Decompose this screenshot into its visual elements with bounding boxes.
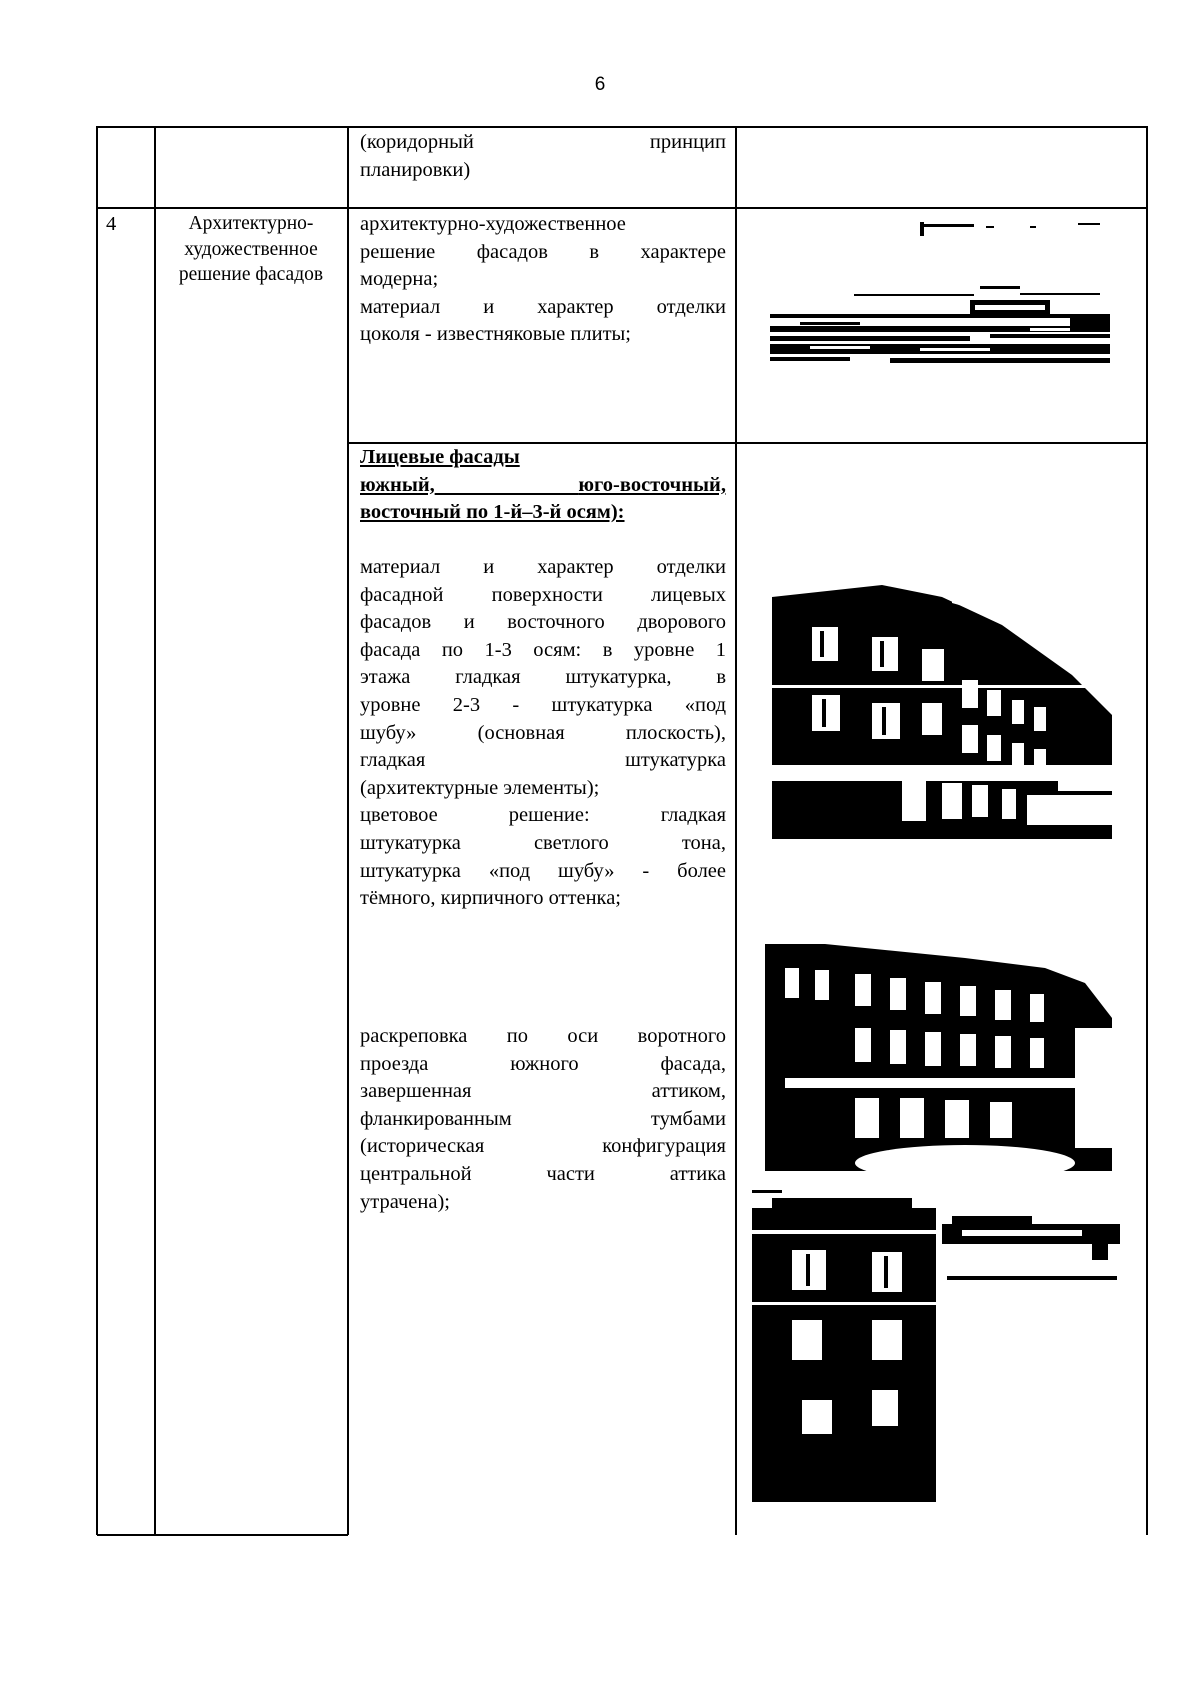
paragraph-word: фасадной — [360, 583, 444, 606]
paragraph-word: аттиком, — [651, 1080, 726, 1103]
paragraph-line — [360, 720, 726, 748]
paragraph-word: и — [483, 556, 495, 578]
paragraph-line — [360, 637, 726, 665]
paragraph-word: раскреповка — [360, 1025, 468, 1047]
paragraph-word: фасадов — [360, 611, 432, 634]
desc-line-1: архитектурно-художественное — [360, 213, 626, 235]
paragraph-word: «под — [684, 694, 727, 716]
paragraph-word: (основная — [477, 721, 565, 744]
paragraph-word: воротного — [637, 1025, 727, 1047]
paragraph-word: гладкая — [360, 749, 426, 772]
paragraph-word: тумбами — [650, 1107, 726, 1130]
paragraph-word: штукатурка, — [565, 666, 672, 689]
desc-word: и — [483, 295, 495, 318]
paragraph-word: аттика — [669, 1163, 726, 1185]
paragraph-word: по — [441, 638, 464, 661]
paragraph-word: более — [677, 859, 726, 882]
paragraph-word: плоскость), — [625, 721, 727, 744]
paragraph-word: по — [506, 1025, 529, 1047]
paragraph-word: восточного — [507, 611, 605, 634]
desc-line-3: модерна; — [360, 268, 439, 291]
paragraph-line — [360, 802, 726, 830]
paragraph-word: тона, — [681, 832, 726, 854]
paragraph-word: шубу» — [360, 721, 417, 744]
paragraph-word: этажа — [360, 666, 411, 689]
facades-heading-line-3: восточный по 1-й–3-й осям): — [360, 501, 625, 524]
continued-text-line-2: планировки) — [360, 159, 471, 181]
paragraph-line — [360, 554, 726, 582]
paragraph-word: материал — [360, 556, 441, 578]
paragraph-word: проезда — [360, 1052, 429, 1075]
paragraph-line: (архитектурные элементы); — [360, 776, 600, 799]
paragraph-word: штукатурка — [551, 694, 653, 716]
paragraph-line — [360, 609, 726, 637]
desc-word: материал — [360, 295, 441, 318]
desc-word: фасадов — [476, 240, 548, 263]
desc-line-5: цоколя - известняковые плиты; — [360, 323, 631, 346]
building-corner-photo — [772, 585, 1112, 839]
paragraph-word: в — [716, 666, 727, 689]
paragraph-word: - — [512, 694, 520, 716]
paragraph-line: тёмного, кирпичного оттенка; — [360, 887, 621, 910]
paragraph-line — [360, 1023, 726, 1051]
paragraph-line: утрачена); — [360, 1190, 450, 1213]
building-street-photo — [765, 938, 1112, 1171]
paragraph-word: решение: — [508, 804, 590, 827]
paragraph-word: цветовое — [360, 804, 438, 827]
paragraph-word: уровне — [360, 694, 421, 716]
paragraph-word: конфигурация — [602, 1135, 726, 1158]
paragraph-word: 1-3 — [484, 638, 512, 661]
continued-text-line-1 — [360, 129, 726, 157]
plinth-photo — [770, 218, 1110, 370]
paragraph-word: фасада, — [660, 1052, 726, 1075]
paragraph-word: в — [602, 638, 613, 661]
desc-line-4 — [360, 294, 726, 322]
paragraph-word: дворового — [637, 611, 726, 634]
paragraph-word: «под — [488, 859, 531, 882]
paragraph-word: (историческая — [360, 1135, 485, 1158]
row-title-line-1: Архитектурно- — [188, 213, 314, 234]
paragraph-word: уровне — [633, 638, 695, 661]
paragraph-word: завершенная — [360, 1080, 472, 1103]
paragraph-line — [360, 1078, 726, 1106]
paragraph-word: шубу» — [558, 859, 615, 882]
attic-collage-photo — [752, 1190, 1120, 1502]
paragraph-word: гладкая — [660, 804, 727, 827]
row-title-line-2: художественное — [184, 238, 318, 260]
desc-word: в — [589, 240, 600, 263]
desc-word: характере — [640, 240, 727, 263]
paragraph-word: светлого — [533, 832, 609, 854]
heading-word: юго-восточный, — [578, 473, 726, 496]
desc-line-2 — [360, 239, 726, 267]
paragraph-word: характер — [537, 556, 614, 578]
paragraph-line — [360, 830, 726, 858]
paragraph-word: осям: — [533, 638, 582, 661]
heading-word: южный, — [360, 473, 435, 496]
desc-word: характер — [537, 295, 614, 318]
paragraph-line — [360, 1133, 726, 1161]
paragraph-line — [360, 1106, 726, 1134]
paragraph-word: штукатурка — [360, 859, 461, 882]
paragraph-word: - — [642, 859, 650, 882]
paragraph-line — [360, 858, 726, 886]
paragraph-word: отделки — [656, 556, 727, 578]
paragraph-line — [360, 1051, 726, 1079]
paragraph-word: фасада — [360, 638, 421, 661]
desc-word: отделки — [656, 295, 727, 318]
paragraph-word: штукатурка — [360, 832, 461, 854]
paragraph-word: 2-3 — [452, 694, 481, 716]
row-number: 4 — [106, 213, 117, 235]
page-number: 6 — [594, 74, 606, 95]
paragraph-line — [360, 692, 726, 720]
facades-heading-line-1: Лицевые фасады — [360, 446, 520, 468]
row-title-line-3: решение фасадов — [178, 264, 324, 285]
paragraph-word: фланкированным — [360, 1107, 512, 1130]
paragraph-line — [360, 1161, 726, 1189]
paragraph-word: оси — [567, 1025, 599, 1047]
paragraph-word: лицевых — [651, 583, 727, 606]
paragraph-word: центральной — [360, 1163, 472, 1185]
paragraph-word: гладкая — [455, 666, 521, 689]
paragraph-word: и — [463, 611, 475, 634]
paragraph-line — [360, 747, 726, 775]
paragraph-word: 1 — [715, 638, 727, 661]
facades-heading-line-2 — [360, 472, 726, 500]
paragraph-word: поверхности — [491, 583, 603, 606]
paragraph-line — [360, 664, 726, 692]
paragraph-word: южного — [510, 1052, 579, 1075]
paragraph-line — [360, 582, 726, 610]
continued-word: (коридорный — [360, 131, 474, 153]
paragraph-word: штукатурка — [625, 749, 726, 772]
desc-word: решение — [360, 240, 436, 263]
continued-word: принцип — [649, 131, 726, 153]
paragraph-word: части — [546, 1163, 595, 1185]
